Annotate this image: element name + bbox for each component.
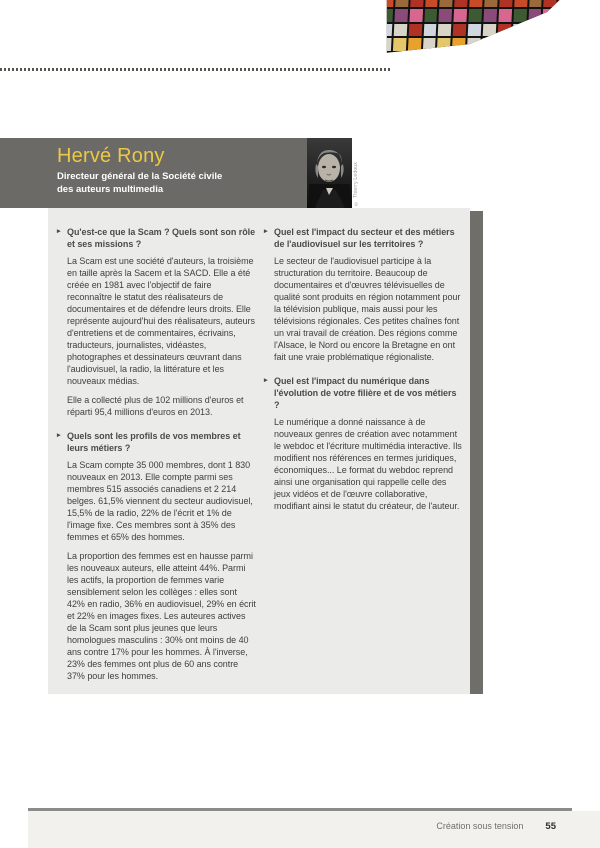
header-gray-band [0,138,307,208]
question [57,430,257,454]
footer-section-title: Création sous tension [436,821,524,831]
footer [28,811,600,848]
side-accent-bar [470,211,483,694]
question-bullet-icon: ▸ [57,228,61,235]
interview-column-right [264,226,464,689]
footer-page-number: 55 [545,821,556,832]
interviewee-header [0,138,360,208]
question-text: Quels sont les profils de vos membres et leurs métiers ? [67,431,241,453]
dashed-divider [0,68,390,71]
interview-columns [57,226,464,689]
question-text: Quel est l'impact du secteur et des métiers de l'audiovisuel sur les territoires ? [274,227,455,249]
interview-column-left [57,226,257,689]
answer-paragraph: Elle a collecté plus de 102 millions d'euros et réparti 95,4 millions d'euros en 2013. [67,395,244,417]
question-text: Quel est l'impact du numérique dans l'évolution de votre filière et de vos métiers ? [274,376,457,410]
question-bullet-icon: ▸ [57,432,61,439]
person-title-line2: des auteurs multimedia [57,184,164,195]
video-wall-grid [385,0,565,58]
answer-paragraph: La Scam est une société d'auteurs, la troisième en taille après la Sacem et la SACD. Elle a été créée en 1981 avec l'objectif de faire reconnaître le statut des réalisateurs de documentaires et de défendre leurs droits. Elle représente aujourd'hui des réalisateurs, auteurs d'entretiens et de commentaires, écrivains, traducteurs, journalistes, vidéastes, photographes et dessinateurs œuvrant dans l'audiovisuel, la radio, la littérature et les nouveaux médias. [67,256,255,386]
question [57,226,257,250]
person-title-line1: Directeur général de la Société civile [57,171,223,182]
answer-paragraph: La proportion des femmes est en hausse parmi les nouveaux auteurs, elle atteint 44%. Parmi les actifs, la proportion de femmes varie sensiblement selon les collèges : elles sont 42% en radio, 36% en audiovisuel, 29% en écrit et 22% en images fixes. Les auteures actives de la Scam sont plus jeunes que leurs homologues masculins : 30% ont moins de 40 ans contre 17% pour les hommes. À l'inverse, 23% des femmes ont plus de 60 ans contre 37% pour les hommes. [67,551,256,681]
interview-panel [48,208,470,694]
answer-paragraph: La Scam compte 35 000 membres, dont 1 830 nouveaux en 2013. Elle compte parmi ses membres 515 associés canadiens et 2 214 belges. 61,5% viennent du secteur audiovisuel, 15,5% de la radio, 22% de l'écrit et 1% de l'image fixe. Ces membres sont à 35% des femmes et 65% des hommes. [67,460,253,542]
question-text: Qu'est-ce que la Scam ? Quels sont son rôle et ses missions ? [67,227,256,249]
photo-credit [352,138,360,208]
question [264,226,464,250]
video-wall-image [385,0,565,58]
question-bullet-icon: ▸ [264,228,268,235]
person-title [57,170,307,196]
question-bullet-icon: ▸ [264,377,268,384]
portrait-photo [307,138,352,208]
photo-credit-text: © Thierry Ledoux [353,162,359,206]
person-name: Hervé Rony [57,145,165,167]
answer-paragraph: Le secteur de l'audiovisuel participe à la structuration du territoire. Beaucoup de documentaires et d'œuvres télévisuelles de qualité sont produits en région notamment pour la télévision publique, mais aussi pour les télévisions régionales. Ces petites chaînes font un vrai travail de création. Des régions comme l'Alsace, le Nord ou encore la Bretagne en ont fait une vraie problématique régionaliste. [274,256,461,362]
question [264,375,464,411]
answer-paragraph: Le numérique a donné naissance à de nouveaux genres de création avec notamment le webdoc et l'écriture multimédia interactive. Ils modifient nos références en termes juridiques, économiques... Le format du webdoc reprend ainsi une organisation qui rappelle celle des jeux vidéos et de l'œuvre collaborative, modifiant ainsi le statut du créateur, de l'auteur. [274,417,462,511]
